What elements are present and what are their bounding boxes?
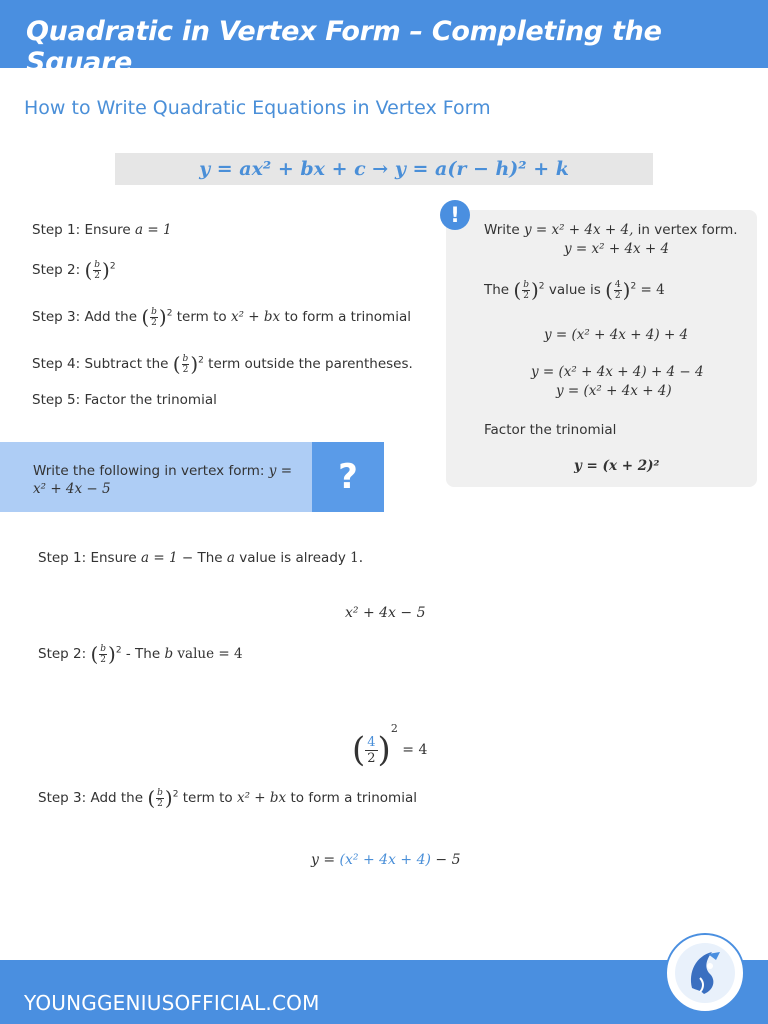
example-eq-3: y = (x² + 4x + 4) [556,383,672,399]
example-answer: y = (x + 2)² [574,458,660,474]
section-subtitle: How to Write Quadratic Equations in Vertex Form [24,97,491,119]
header-bar [0,0,768,78]
footer-website-link[interactable]: YOUNGGENIUSOFFICIAL.COM [24,991,320,1015]
step-4: Step 4: Subtract the ( $\frac{b}{2}$ )$^2$ term outside the parentheses. [32,352,413,376]
formula-banner: y = ax² + bx + c → y = a(r − h)² + k [115,153,653,185]
step-5: Step 5: Factor the trinomial [32,392,217,408]
example-prompt: Write y = x² + 4x + 4, in vertex form. [484,222,738,238]
solution-step-1: Step 1: Ensure a = 1 − The a value is already 1. [38,550,364,566]
example-b-value: The ( $\frac{b}{2}$ )$^2$ value is ( $\frac{4}{2}$ )$^2$ = 4 [484,278,665,302]
example-eq-2: y = (x² + 4x + 4) + 4 − 4 [531,364,704,380]
solution-expression: x² + 4x − 5 [345,605,426,621]
solution-fraction: ( $\frac{4}{2}$ )$^2$ = 4 [352,722,428,770]
step-1: Step 1: Ensure a = 1 [32,222,172,238]
solution-step-3: Step 3: Add the ( $\frac{b}{2}$ )$^2$ term to x² + bx to form a trinomial [38,786,417,810]
page-title: Quadratic in Vertex Form – Completing the Square [26,16,662,78]
example-equation: y = x² + 4x + 4 [564,241,670,257]
logo-icon [667,935,743,1011]
step-2: Step 2: ( $\frac{b}{2}$ )$^2$ [32,258,116,282]
solution-final: y = (x² + 4x + 4) − 5 [311,852,461,868]
question-text: Write the following in vertex form: y = x² + 4x − 5 [33,463,293,497]
example-eq-1: y = (x² + 4x + 4) + 4 [544,327,689,343]
example-factor-label: Factor the trinomial [484,422,617,438]
question-icon: ? [312,442,384,512]
exclamation-icon: ! [440,200,470,230]
step-3: Step 3: Add the ( $\frac{b}{2}$ )$^2$ term to x² + bx to form a trinomial [32,305,411,329]
solution-step-2: Step 2: ( $\frac{b}{2}$ )$^2$ - The b value = 4 [38,642,243,666]
